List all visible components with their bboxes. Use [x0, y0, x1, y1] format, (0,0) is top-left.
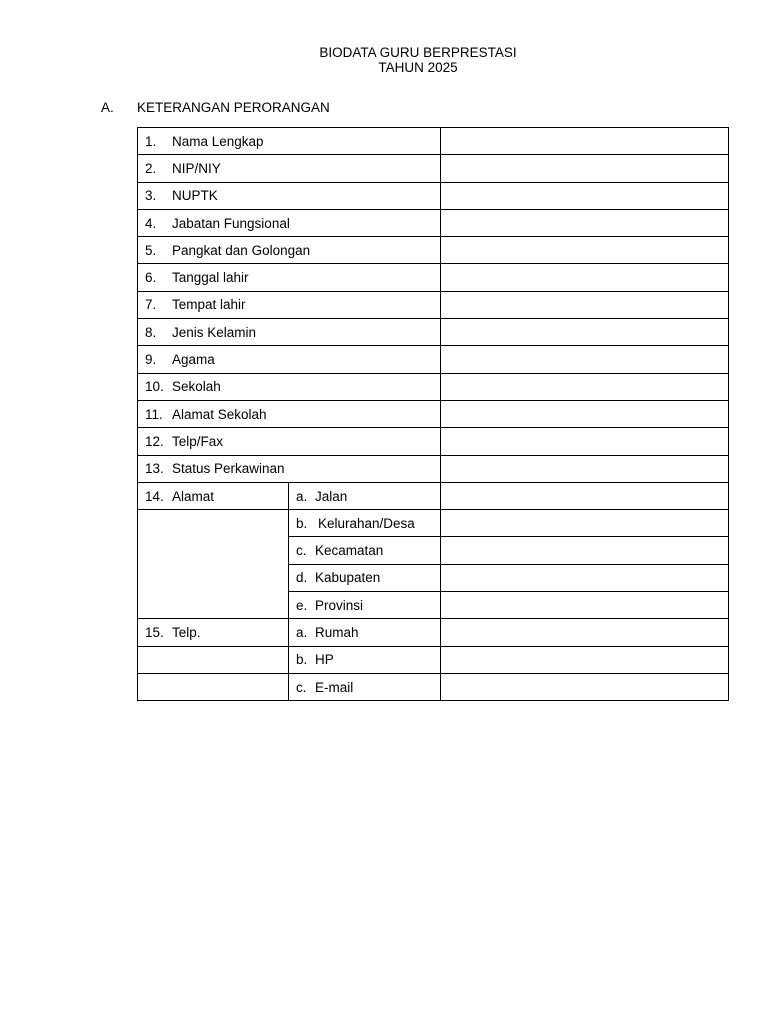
field-label	[138, 291, 441, 318]
field-number: 4.	[145, 215, 157, 231]
field-label	[138, 428, 441, 455]
field-value-cell[interactable]	[441, 428, 729, 455]
field-number: 9.	[145, 352, 157, 368]
field-number: 8.	[145, 324, 157, 340]
field-label-text: Tempat lahir	[172, 297, 246, 313]
table-row	[138, 400, 729, 427]
table-row	[138, 619, 729, 646]
sub-field-letter: c.	[296, 679, 307, 695]
table-row	[138, 455, 729, 482]
field-number: 14.	[145, 488, 164, 504]
field-value-cell[interactable]	[441, 264, 729, 291]
sub-field-label-text: Rumah	[315, 624, 359, 640]
table-row	[138, 346, 729, 373]
field-label-text: Pangkat dan Golongan	[172, 242, 311, 258]
field-value-cell[interactable]	[441, 400, 729, 427]
sub-field-label-text: E-mail	[315, 679, 354, 695]
table-row	[138, 128, 729, 155]
field-label	[138, 128, 441, 155]
field-label-text: Agama	[172, 352, 215, 368]
field-number: 11.	[145, 406, 163, 422]
field-value-cell[interactable]	[441, 673, 729, 700]
field-label-text: Tanggal lahir	[172, 270, 249, 286]
sub-field-label	[289, 673, 441, 700]
table-row	[138, 510, 729, 537]
table-row	[138, 537, 729, 564]
field-number: 2.	[145, 160, 157, 176]
field-value-cell[interactable]	[441, 237, 729, 264]
sub-field-label-text: Kecamatan	[315, 543, 384, 559]
field-value-cell[interactable]	[441, 455, 729, 482]
field-label-text: Alamat	[172, 488, 215, 504]
field-label	[138, 373, 441, 400]
empty-cell	[138, 592, 289, 619]
table-row	[138, 373, 729, 400]
field-value-cell[interactable]	[441, 537, 729, 564]
field-label	[138, 400, 441, 427]
table-row	[138, 482, 729, 509]
empty-cell	[138, 510, 289, 537]
sub-field-label-text: Kelurahan/Desa	[318, 515, 415, 531]
field-label	[138, 182, 441, 209]
field-value-cell[interactable]	[441, 619, 729, 646]
sub-field-letter: c.	[296, 543, 307, 559]
field-label	[138, 319, 441, 346]
document-title: BIODATA GURU BERPRESTASI	[319, 45, 517, 60]
table-row	[138, 264, 729, 291]
field-label-text: Status Perkawinan	[172, 461, 285, 477]
table-row	[138, 646, 729, 673]
field-label-text: Jabatan Fungsional	[172, 215, 290, 231]
table-row	[138, 564, 729, 591]
sub-field-letter: d.	[296, 570, 308, 586]
field-label	[138, 264, 441, 291]
sub-field-label	[289, 646, 441, 673]
biodata-table	[137, 127, 729, 701]
field-number: 13.	[145, 461, 164, 477]
field-label-text: NIP/NIY	[172, 160, 221, 176]
sub-field-label-text: Provinsi	[315, 597, 364, 613]
field-label-text: Sekolah	[172, 379, 221, 395]
field-number: 7.	[145, 297, 157, 313]
sub-field-label	[289, 564, 441, 591]
sub-field-letter: b.	[296, 652, 308, 668]
sub-field-label	[289, 619, 441, 646]
field-number: 15.	[145, 624, 164, 640]
field-value-cell[interactable]	[441, 182, 729, 209]
table-row	[138, 291, 729, 318]
field-number: 5.	[145, 242, 157, 258]
field-value-cell[interactable]	[441, 155, 729, 182]
field-label-text: Nama Lengkap	[172, 133, 264, 149]
sub-field-label	[289, 592, 441, 619]
sub-field-label-text: HP	[315, 652, 334, 668]
field-value-cell[interactable]	[441, 592, 729, 619]
field-value-cell[interactable]	[441, 373, 729, 400]
table-row	[138, 319, 729, 346]
field-label	[138, 482, 289, 509]
field-number: 10.	[145, 379, 164, 395]
field-value-cell[interactable]	[441, 128, 729, 155]
field-label	[138, 619, 289, 646]
field-label-text: Telp.	[172, 624, 201, 640]
field-value-cell[interactable]	[441, 346, 729, 373]
field-label-text: Alamat Sekolah	[172, 406, 267, 422]
sub-field-label-text: Kabupaten	[315, 570, 381, 586]
section-title: KETERANGAN PERORANGAN	[137, 100, 330, 115]
field-label	[138, 209, 441, 236]
field-number: 3.	[145, 188, 157, 204]
field-value-cell[interactable]	[441, 319, 729, 346]
sub-field-letter: a.	[296, 488, 308, 504]
section-letter: A.	[101, 100, 114, 115]
field-label	[138, 455, 441, 482]
table-row	[138, 428, 729, 455]
table-row	[138, 237, 729, 264]
table-row	[138, 209, 729, 236]
field-label	[138, 237, 441, 264]
field-label	[138, 346, 441, 373]
field-number: 6.	[145, 270, 157, 286]
sub-field-letter: e.	[296, 597, 308, 613]
table-row	[138, 155, 729, 182]
field-label-text: NUPTK	[172, 188, 218, 204]
empty-cell	[138, 537, 289, 564]
field-label-text: Jenis Kelamin	[172, 324, 257, 340]
field-label-text: Telp/Fax	[172, 433, 224, 449]
empty-cell	[138, 564, 289, 591]
table-row	[138, 592, 729, 619]
field-value-cell[interactable]	[441, 209, 729, 236]
field-value-cell[interactable]	[441, 291, 729, 318]
field-number: 1.	[145, 133, 157, 149]
field-label	[138, 155, 441, 182]
field-value-cell[interactable]	[441, 646, 729, 673]
sub-field-label	[289, 482, 441, 509]
field-number: 12.	[145, 433, 164, 449]
sub-field-label-text: Jalan	[315, 488, 348, 504]
field-value-cell[interactable]	[441, 482, 729, 509]
sub-field-label	[289, 537, 441, 564]
sub-field-letter: a.	[296, 624, 308, 640]
table-row	[138, 673, 729, 700]
empty-cell	[138, 673, 289, 700]
table-row	[138, 182, 729, 209]
sub-field-label	[289, 510, 441, 537]
sub-field-letter: b.	[296, 515, 308, 531]
field-value-cell[interactable]	[441, 564, 729, 591]
document-year: TAHUN 2025	[378, 60, 458, 75]
field-value-cell[interactable]	[441, 510, 729, 537]
empty-cell	[138, 646, 289, 673]
